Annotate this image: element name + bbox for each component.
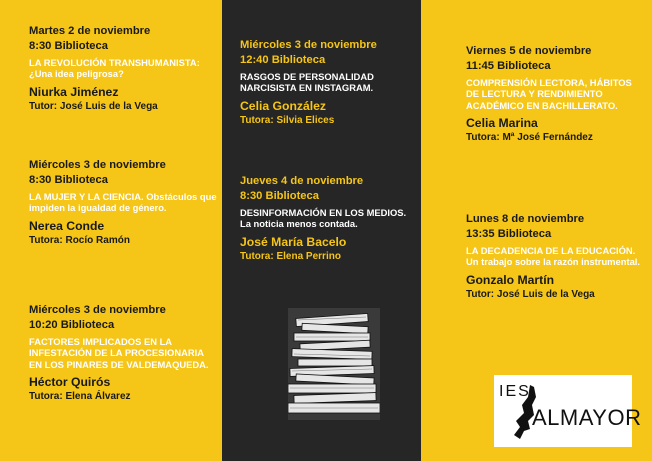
tutor-name: Tutora: Mª José Fernández: [466, 132, 593, 144]
logo-prefix: IES: [499, 383, 531, 400]
event-topic: [240, 207, 418, 230]
logo-brand: ALMAYOR: [532, 405, 642, 430]
event-time: 12:40 Biblioteca: [240, 54, 326, 66]
student-name: Gonzalo Martín: [466, 272, 555, 287]
event-time: 8:30 Biblioteca: [240, 190, 319, 202]
event-topic-title: LA DECADENCIA DE LA EDUCACIÓN.: [466, 245, 636, 256]
event-date: Jueves 4 de noviembre: [240, 175, 364, 187]
tutor-name: Tutora: Rocío Ramón: [29, 234, 130, 246]
book-stack-icon: [288, 308, 380, 420]
event-topic: [240, 71, 418, 94]
event-topic-title: LA MUJER Y LA CIENCIA.: [29, 191, 144, 202]
student-name: Celia Marina: [466, 116, 538, 131]
event-topic: [29, 191, 217, 214]
event-time: 13:35 Biblioteca: [466, 228, 552, 240]
tutor-name: Tutora: Elena Álvarez: [29, 391, 131, 403]
event-time: 8:30 Biblioteca: [29, 174, 108, 186]
event-topic: [29, 336, 217, 370]
event-card: [466, 44, 646, 145]
student-name: Héctor Quirós: [29, 375, 111, 390]
event-topic-title: LA REVOLUCIÓN TRANSHUMANISTA:: [29, 57, 200, 68]
tutor-name: Tutor: José Luis de la Vega: [29, 100, 158, 112]
event-time: 8:30 Biblioteca: [29, 40, 108, 52]
event-date: Viernes 5 de noviembre: [466, 45, 592, 57]
event-card: [466, 212, 646, 302]
event-card: [240, 38, 418, 128]
middle-column: [222, 0, 421, 461]
student-name: Nerea Conde: [29, 218, 105, 233]
event-date: Martes 2 de noviembre: [29, 25, 151, 37]
event-topic: [466, 77, 646, 111]
event-topic-title: COMPRENSIÓN LECTORA, HÁBITOS DE LECTURA Y RENDIMIENTO ACADÉMICO EN BACHILLERATO.: [466, 77, 632, 111]
event-time: 10:20 Biblioteca: [29, 319, 115, 331]
left-column: [0, 0, 222, 461]
event-card: [29, 158, 217, 248]
event-time: 11:45 Biblioteca: [466, 60, 551, 72]
tutor-name: Tutora: Silvia Elices: [240, 114, 335, 126]
event-date: Miércoles 3 de noviembre: [240, 39, 377, 51]
student-name: Celia González: [240, 98, 327, 113]
event-topic-subtitle: Un trabajo sobre la razón instrumental.: [466, 256, 640, 268]
event-topic: [29, 57, 217, 80]
event-card: [29, 24, 217, 114]
event-card: [29, 303, 217, 404]
tutor-name: Tutora: Elena Perrino: [240, 250, 341, 262]
event-date: Lunes 8 de noviembre: [466, 213, 585, 225]
event-topic-title: DESINFORMACIÓN EN LOS MEDIOS.: [240, 207, 407, 218]
event-topic-subtitle: Obstáculos que impiden la igualdad de género.: [29, 191, 217, 214]
event-topic-title: FACTORES IMPLICADOS EN LA INFESTACIÓN DE LA PROCESIONARIA EN LOS PINARES DE VALDEMAQUEDA.: [29, 336, 209, 370]
event-topic: [466, 245, 646, 268]
event-card: [240, 174, 418, 264]
event-date: Miércoles 3 de noviembre: [29, 304, 166, 316]
event-topic-subtitle: ¿Una idea peligrosa?: [29, 68, 124, 80]
student-name: Niurka Jiménez: [29, 84, 119, 99]
school-logo: [494, 375, 642, 447]
tutor-name: Tutor: José Luis de la Vega: [466, 288, 595, 300]
event-topic-subtitle: La noticia menos contada.: [240, 218, 358, 230]
student-name: José María Bacelo: [240, 234, 347, 249]
event-date: Miércoles 3 de noviembre: [29, 159, 166, 171]
event-topic-title: RASGOS DE PERSONALIDAD NARCISISTA EN INSTAGRAM.: [240, 71, 374, 94]
